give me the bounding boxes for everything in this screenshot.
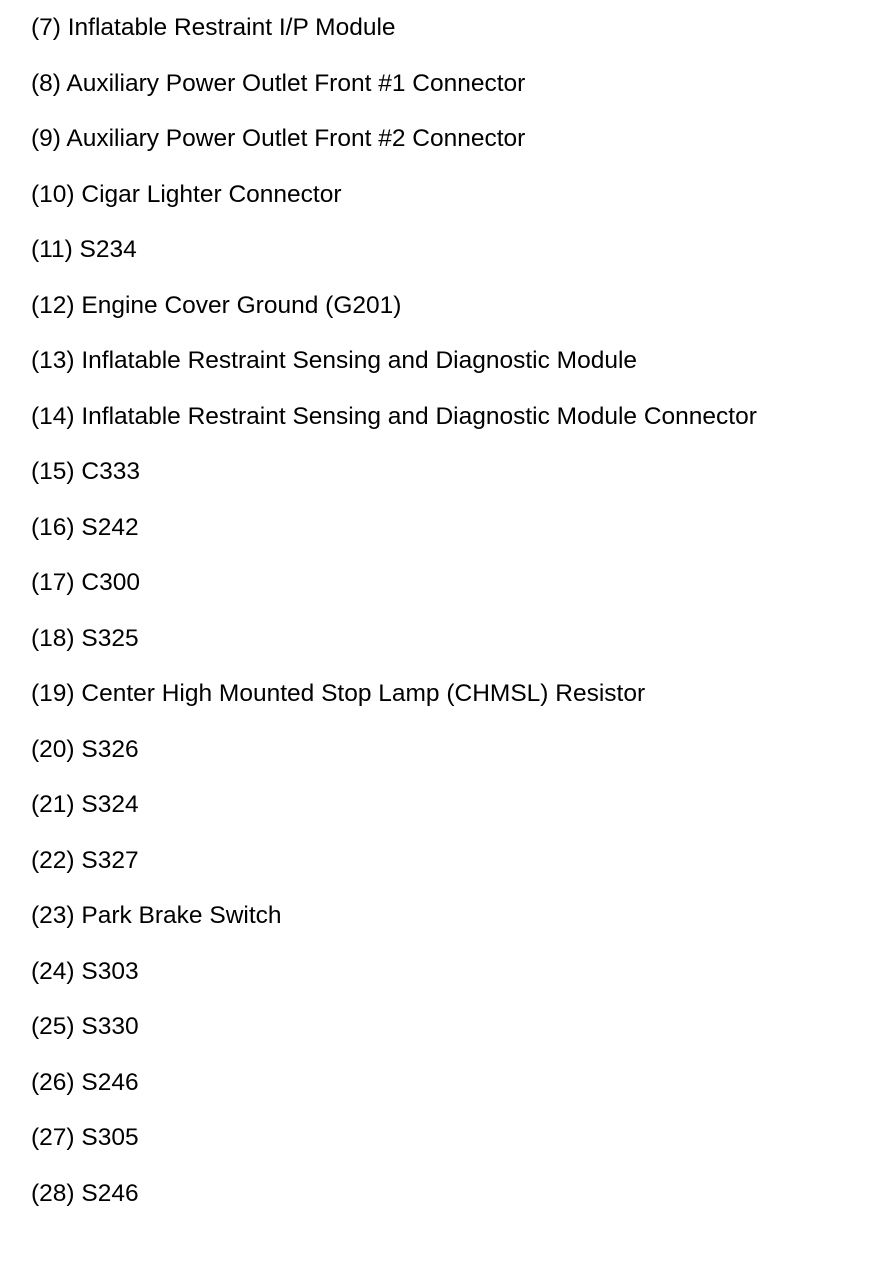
- list-item: (21) S324: [31, 791, 139, 818]
- list-item: (12) Engine Cover Ground (G201): [31, 291, 402, 319]
- list-item: (15) C333: [31, 458, 140, 485]
- list-item: (24) S303: [31, 957, 139, 985]
- list-item: (28) S246: [31, 1179, 139, 1207]
- list-item: (26) S246: [31, 1068, 139, 1096]
- list-item: (20) S326: [31, 735, 139, 763]
- list-item: (8) Auxiliary Power Outlet Front #1 Connector: [31, 69, 526, 97]
- list-item: (7) Inflatable Restraint I/P Module: [31, 14, 396, 41]
- list-item: (11) S234: [31, 236, 137, 263]
- list-item: (16) S242: [31, 513, 139, 541]
- list-item: (25) S330: [31, 1013, 139, 1040]
- list-item: (14) Inflatable Restraint Sensing and Diagnostic Module Connector: [31, 402, 757, 430]
- component-legend-list: [31, 8, 757, 1229]
- list-item: (9) Auxiliary Power Outlet Front #2 Connector: [31, 125, 526, 152]
- list-item: (27) S305: [31, 1124, 139, 1151]
- list-item: (23) Park Brake Switch: [31, 902, 282, 929]
- list-item: (13) Inflatable Restraint Sensing and Diagnostic Module: [31, 347, 638, 374]
- list-item: (22) S327: [31, 846, 139, 874]
- list-item: (17) C300: [31, 569, 140, 596]
- list-item: (19) Center High Mounted Stop Lamp (CHMSL) Resistor: [31, 680, 646, 707]
- list-item: (18) S325: [31, 624, 139, 652]
- list-item: (10) Cigar Lighter Connector: [31, 180, 342, 208]
